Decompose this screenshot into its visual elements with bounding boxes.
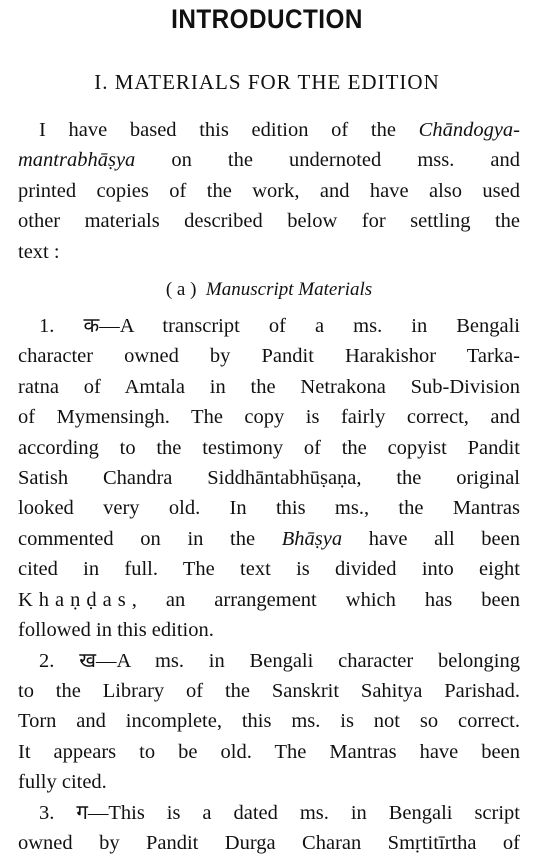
intro-text: on the undernoted mss. and: [135, 149, 520, 172]
intro-line-1: [18, 115, 520, 145]
item-text: —This is a dated ms. in Bengali script: [87, 801, 521, 824]
item-number: 2.: [39, 649, 80, 672]
item-text: —A transcript of a ms. in Bengali: [99, 315, 521, 338]
item3-line-1: [18, 798, 520, 828]
intro-text: I have based this edition of the: [39, 119, 419, 141]
body-text: [18, 115, 520, 858]
intro-line-4: other materials described below for settling the: [18, 210, 520, 233]
item1-line-5: according to the testimony of the copyist Pandit: [18, 436, 520, 459]
page-title: INTRODUCTION: [171, 4, 363, 34]
manuscript-item-1: [18, 311, 520, 645]
manuscript-item-2: [18, 646, 520, 798]
manuscript-item-3: [18, 798, 520, 859]
item2-line-2: to the Library of the Sanskrit Sahitya Parishad.: [18, 679, 520, 702]
item-text: have all been: [342, 527, 521, 550]
spaced-term: Khaṇḍas: [18, 588, 132, 611]
item1-line-4: of Mymensingh. The copy is fairly correct, and: [18, 406, 520, 429]
item-number: 3.: [39, 801, 77, 824]
subheading-marker: ( a ): [165, 279, 197, 301]
item-text: commented on in the: [18, 527, 282, 550]
item-text: —A ms. in Bengali character belonging: [95, 649, 521, 672]
item1-line-11: followed in this edition.: [18, 619, 214, 642]
item1-line-10: [18, 585, 520, 615]
item1-line-2: character owned by Pandit Harakishor Tarka-: [18, 345, 520, 368]
subheading: [18, 275, 520, 305]
item1-line-7: looked very old. In this ms., the Mantras: [18, 497, 520, 520]
section-title: I. MATERIALS FOR THE EDITION: [94, 70, 440, 94]
item1-line-6: Satish Chandra Siddhāntabhūṣaṇa, the original: [18, 467, 520, 490]
siglum: ग: [76, 801, 88, 824]
item2-line-4: It appears to be old. The Mantras have been: [18, 740, 520, 763]
siglum: ख: [79, 649, 96, 672]
item-number: 1.: [39, 315, 84, 338]
item2-line-3: Torn and incomplete, this ms. is not so correct.: [18, 710, 520, 733]
intro-line-3: printed copies of the work, and have also used: [18, 179, 520, 202]
siglum: क: [83, 315, 100, 338]
item1-line-8: [18, 524, 520, 554]
intro-line-5: text :: [18, 240, 60, 263]
work-title: mantrabhāṣya: [18, 149, 136, 172]
item-text: , an arrangement which has been: [131, 588, 520, 611]
item2-line-5: fully cited.: [18, 771, 107, 794]
intro-line-2: [18, 145, 520, 175]
intro-paragraph: [18, 115, 520, 267]
subheading-label: Manuscript Materials: [205, 279, 373, 301]
work-title: Bhāṣya: [281, 527, 343, 550]
item1-line-3: ratna of Amtala in the Netrakona Sub-Division: [18, 375, 520, 398]
item1-line-9: cited in full. The text is divided into eight: [18, 558, 520, 581]
item3-line-2: owned by Pandit Durga Charan Smṛtitīrtha of: [18, 831, 520, 854]
item2-line-1: [18, 646, 520, 676]
item1-line-1: [18, 311, 520, 341]
work-title: Chāndogya-: [418, 119, 520, 141]
